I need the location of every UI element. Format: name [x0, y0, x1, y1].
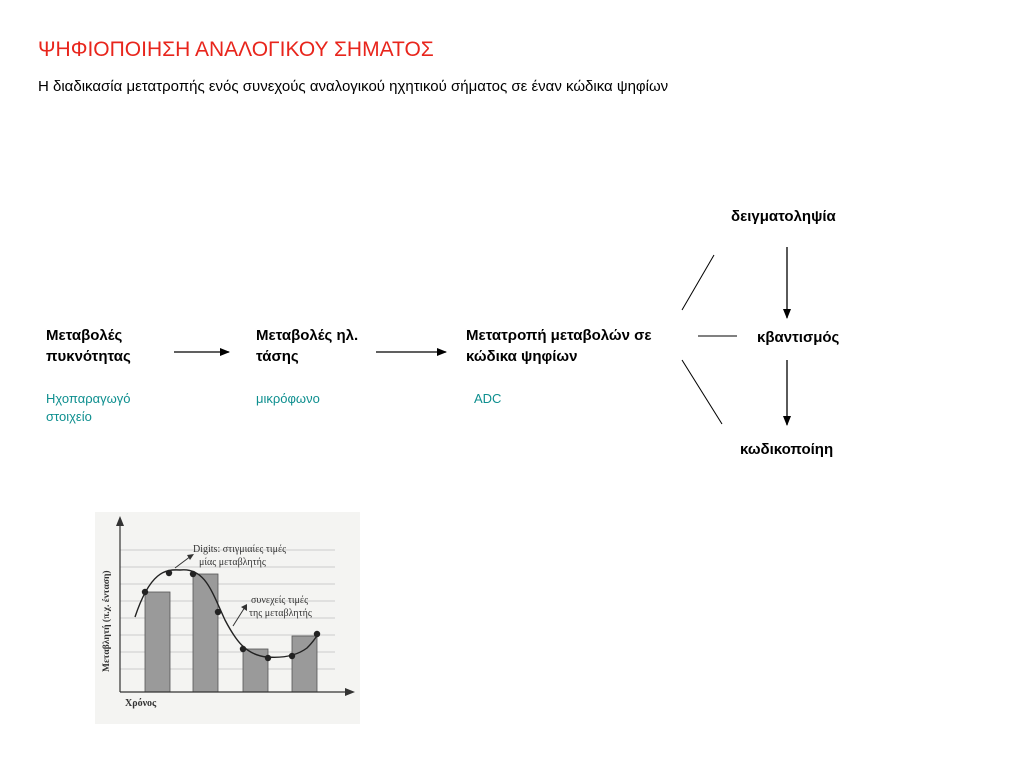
figure-annotation-pointer-digits [175, 556, 191, 568]
node-quantization: κβαντισμός [757, 329, 840, 346]
node-voltage-changes-line2: τάσης [256, 348, 299, 365]
node-voltage-changes-line1: Μεταβολές ηλ. [256, 327, 359, 344]
figure-sample-bars [145, 574, 317, 692]
branch-line-upper [682, 255, 714, 310]
page-subtitle: Η διαδικασία μετατροπής ενός συνεχούς αναλογικού ηχητικού σήματος σε έναν κώδικα ψηφίων [38, 78, 669, 95]
sample-point-3 [190, 571, 196, 577]
node-digital-conversion-line2: κώδικα ψηφίων [466, 348, 578, 365]
note-adc: ADC [474, 391, 502, 406]
figure-annotation-digits-line1: Digits: στιγμιαίες τιμές [193, 544, 287, 555]
figure-y-axis-arrowhead [116, 516, 124, 526]
sample-bar-2 [193, 574, 218, 692]
figure-annotation-continuous-line2: της μεταβλητής [249, 608, 312, 619]
note-sound-source-line1: Ηχοπαραγωγό [46, 391, 131, 406]
figure-annotation-continuous-line1: συνεχείς τιμές [251, 595, 309, 606]
sample-point-4 [215, 609, 221, 615]
figure-annotation-pointer-continuous-head [241, 604, 247, 611]
node-density-changes-line1: Μεταβολές [46, 327, 123, 344]
node-encoding: κωδικοποίηη [740, 441, 834, 458]
note-microphone: μικρόφωνο [256, 391, 320, 406]
sample-bar-4 [292, 636, 317, 692]
sample-point-8 [314, 631, 320, 637]
sample-point-6 [265, 655, 271, 661]
figure-x-axis-arrowhead [345, 688, 355, 696]
sampling-figure [95, 512, 360, 724]
note-sound-source-line2: στοιχείο [46, 409, 92, 424]
sample-point-2 [166, 570, 172, 576]
figure-annotation-digits-line2: μίας μεταβλητής [199, 557, 266, 568]
figure-x-axis-label: Χρόνος [125, 698, 157, 709]
sample-bar-1 [145, 592, 170, 692]
node-sampling: δειγματοληψία [731, 208, 836, 225]
figure-annotation-pointer-continuous [233, 607, 245, 626]
node-density-changes-line2: πυκνότητας [46, 348, 131, 365]
page-title: ΨΗΦΙΟΠΟΙΗΣΗ ΑΝΑΛΟΓΙΚΟΥ ΣΗΜΑΤΟΣ [38, 38, 434, 61]
sample-point-5 [240, 646, 246, 652]
sample-point-1 [142, 589, 148, 595]
node-digital-conversion-line1: Μετατροπή μεταβολών σε [466, 327, 652, 344]
sample-bar-3 [243, 649, 268, 692]
figure-y-axis-label: Μεταβλητή (π.χ. ένταση) [102, 570, 112, 672]
branch-line-lower [682, 360, 722, 424]
sample-point-7 [289, 653, 295, 659]
